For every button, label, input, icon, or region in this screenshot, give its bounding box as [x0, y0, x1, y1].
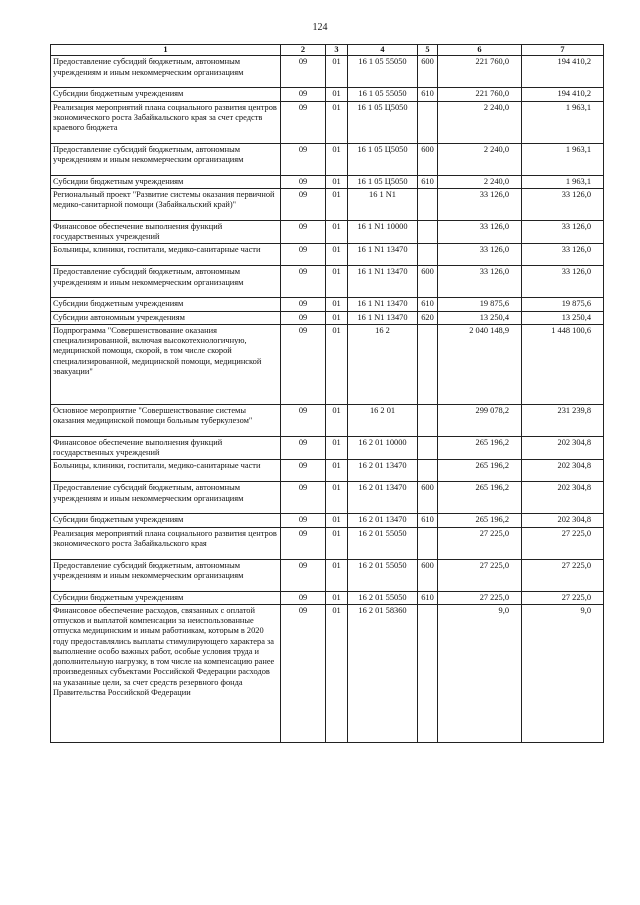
section-cell: 09 [281, 460, 326, 482]
amount-actual-cell: 13 250,4 [522, 311, 604, 324]
amount-actual-cell: 33 126,0 [522, 220, 604, 244]
expense-type-cell: 600 [418, 56, 438, 88]
table-row [51, 311, 604, 324]
amount-plan-cell: 33 126,0 [438, 188, 522, 220]
header-row [51, 45, 604, 56]
subsection-cell: 01 [326, 460, 348, 482]
row-name-cell: Субсидии бюджетным учреждениям [51, 514, 281, 527]
subsection-cell: 01 [326, 220, 348, 244]
budget-table [50, 44, 604, 743]
amount-actual-cell: 202 304,8 [522, 514, 604, 527]
expense-type-cell [418, 404, 438, 436]
column-header: 1 [51, 45, 281, 56]
subsection-cell: 01 [326, 604, 348, 742]
section-cell: 09 [281, 436, 326, 460]
column-header: 7 [522, 45, 604, 56]
target-code-cell: 16 2 01 10000 [348, 436, 418, 460]
target-code-cell: 16 1 05 55050 [348, 88, 418, 101]
row-name-cell: Больницы, клиники, госпитали, медико-санитарные части [51, 244, 281, 266]
amount-plan-cell: 13 250,4 [438, 311, 522, 324]
amount-plan-cell: 2 240,0 [438, 143, 522, 175]
section-cell: 09 [281, 56, 326, 88]
expense-type-cell [418, 324, 438, 404]
amount-actual-cell: 1 963,1 [522, 143, 604, 175]
section-cell: 09 [281, 604, 326, 742]
row-name-cell: Субсидии бюджетным учреждениям [51, 88, 281, 101]
subsection-cell: 01 [326, 404, 348, 436]
amount-actual-cell: 33 126,0 [522, 244, 604, 266]
amount-actual-cell: 1 963,1 [522, 175, 604, 188]
row-name-cell: Предоставление субсидий бюджетным, автономным учреждениям и иным некоммерческим организациям [51, 482, 281, 514]
table-row [51, 559, 604, 591]
column-header: 4 [348, 45, 418, 56]
table-row [51, 88, 604, 101]
row-name-cell: Больницы, клиники, госпитали, медико-санитарные части [51, 460, 281, 482]
subsection-cell: 01 [326, 514, 348, 527]
section-cell: 09 [281, 514, 326, 527]
section-cell: 09 [281, 88, 326, 101]
column-header: 3 [326, 45, 348, 56]
expense-type-cell [418, 604, 438, 742]
table-row [51, 298, 604, 311]
target-code-cell: 16 1 05 Ц5050 [348, 143, 418, 175]
target-code-cell: 16 1 05 Ц5050 [348, 175, 418, 188]
table-body [51, 56, 604, 743]
expense-type-cell [418, 436, 438, 460]
section-cell: 09 [281, 143, 326, 175]
amount-plan-cell: 27 225,0 [438, 591, 522, 604]
table-row [51, 482, 604, 514]
table-row [51, 460, 604, 482]
amount-actual-cell: 27 225,0 [522, 527, 604, 559]
subsection-cell: 01 [326, 482, 348, 514]
section-cell: 09 [281, 244, 326, 266]
amount-plan-cell: 2 240,0 [438, 175, 522, 188]
target-code-cell: 16 1 N1 13470 [348, 244, 418, 266]
section-cell: 09 [281, 311, 326, 324]
row-name-cell: Финансовое обеспечение выполнения функций государственных учреждений [51, 220, 281, 244]
amount-plan-cell: 221 760,0 [438, 56, 522, 88]
amount-plan-cell: 265 196,2 [438, 514, 522, 527]
row-name-cell: Предоставление субсидий бюджетным, автономным учреждениям и иным некоммерческим организациям [51, 143, 281, 175]
amount-actual-cell: 194 410,2 [522, 56, 604, 88]
table-row [51, 143, 604, 175]
target-code-cell: 16 1 N1 13470 [348, 298, 418, 311]
amount-plan-cell: 27 225,0 [438, 527, 522, 559]
target-code-cell: 16 1 05 55050 [348, 56, 418, 88]
subsection-cell: 01 [326, 324, 348, 404]
amount-actual-cell: 33 126,0 [522, 266, 604, 298]
subsection-cell: 01 [326, 436, 348, 460]
expense-type-cell [418, 527, 438, 559]
amount-plan-cell: 265 196,2 [438, 460, 522, 482]
table-row [51, 266, 604, 298]
target-code-cell: 16 1 05 Ц5050 [348, 101, 418, 143]
expense-type-cell: 610 [418, 298, 438, 311]
amount-plan-cell: 221 760,0 [438, 88, 522, 101]
row-name-cell: Региональный проект "Развитие системы оказания первичной медико-санитарной помощи (Забайкальский край)" [51, 188, 281, 220]
section-cell: 09 [281, 559, 326, 591]
target-code-cell: 16 2 [348, 324, 418, 404]
subsection-cell: 01 [326, 298, 348, 311]
amount-plan-cell: 9,0 [438, 604, 522, 742]
row-name-cell: Субсидии автономным учреждениям [51, 311, 281, 324]
target-code-cell: 16 2 01 55050 [348, 527, 418, 559]
expense-type-cell [418, 244, 438, 266]
row-name-cell: Подпрограмма "Совершенствование оказания специализированной, включая высокотехнологичную, медицинской помощи, скорой, в том числе скорой специализированной, медицинской помощи, медицинской эвакуации" [51, 324, 281, 404]
subsection-cell: 01 [326, 88, 348, 101]
subsection-cell: 01 [326, 591, 348, 604]
page-number: 124 [312, 22, 328, 33]
table-row [51, 101, 604, 143]
section-cell: 09 [281, 175, 326, 188]
target-code-cell: 16 2 01 58360 [348, 604, 418, 742]
target-code-cell: 16 2 01 13470 [348, 460, 418, 482]
table-row [51, 591, 604, 604]
subsection-cell: 01 [326, 188, 348, 220]
target-code-cell: 16 2 01 55050 [348, 591, 418, 604]
subsection-cell: 01 [326, 56, 348, 88]
amount-actual-cell: 231 239,8 [522, 404, 604, 436]
amount-plan-cell: 299 078,2 [438, 404, 522, 436]
amount-plan-cell: 2 240,0 [438, 101, 522, 143]
section-cell: 09 [281, 188, 326, 220]
section-cell: 09 [281, 298, 326, 311]
amount-plan-cell: 19 875,6 [438, 298, 522, 311]
amount-actual-cell: 27 225,0 [522, 559, 604, 591]
amount-plan-cell: 265 196,2 [438, 436, 522, 460]
row-name-cell: Финансовое обеспечение выполнения функций государственных учреждений [51, 436, 281, 460]
subsection-cell: 01 [326, 266, 348, 298]
table-row [51, 514, 604, 527]
table-row [51, 604, 604, 742]
column-header: 2 [281, 45, 326, 56]
section-cell: 09 [281, 404, 326, 436]
amount-plan-cell: 2 040 148,9 [438, 324, 522, 404]
amount-actual-cell: 202 304,8 [522, 436, 604, 460]
target-code-cell: 16 2 01 [348, 404, 418, 436]
subsection-cell: 01 [326, 244, 348, 266]
subsection-cell: 01 [326, 143, 348, 175]
amount-actual-cell: 1 963,1 [522, 101, 604, 143]
target-code-cell: 16 2 01 13470 [348, 514, 418, 527]
section-cell: 09 [281, 101, 326, 143]
subsection-cell: 01 [326, 559, 348, 591]
table-row [51, 404, 604, 436]
section-cell: 09 [281, 482, 326, 514]
expense-type-cell: 620 [418, 311, 438, 324]
table-row [51, 188, 604, 220]
subsection-cell: 01 [326, 101, 348, 143]
row-name-cell: Реализация мероприятий плана социального развития центров экономического роста Забайкальского края за счет средств краевого бюджета [51, 101, 281, 143]
row-name-cell: Реализация мероприятий плана социального развития центров экономического роста Забайкальского края [51, 527, 281, 559]
target-code-cell: 16 1 N1 13470 [348, 311, 418, 324]
column-header: 6 [438, 45, 522, 56]
section-cell: 09 [281, 324, 326, 404]
column-header: 5 [418, 45, 438, 56]
amount-plan-cell: 33 126,0 [438, 220, 522, 244]
expense-type-cell [418, 188, 438, 220]
expense-type-cell: 600 [418, 266, 438, 298]
section-cell: 09 [281, 220, 326, 244]
expense-type-cell [418, 460, 438, 482]
row-name-cell: Предоставление субсидий бюджетным, автономным учреждениям и иным некоммерческим организациям [51, 559, 281, 591]
amount-actual-cell: 33 126,0 [522, 188, 604, 220]
table-row [51, 56, 604, 88]
amount-plan-cell: 265 196,2 [438, 482, 522, 514]
expense-type-cell: 610 [418, 175, 438, 188]
expense-type-cell: 600 [418, 559, 438, 591]
amount-plan-cell: 33 126,0 [438, 266, 522, 298]
table-row [51, 244, 604, 266]
table-row [51, 175, 604, 188]
subsection-cell: 01 [326, 527, 348, 559]
row-name-cell: Субсидии бюджетным учреждениям [51, 175, 281, 188]
row-name-cell: Субсидии бюджетным учреждениям [51, 298, 281, 311]
amount-actual-cell: 194 410,2 [522, 88, 604, 101]
table-row [51, 436, 604, 460]
target-code-cell: 16 2 01 55050 [348, 559, 418, 591]
target-code-cell: 16 1 N1 [348, 188, 418, 220]
subsection-cell: 01 [326, 175, 348, 188]
target-code-cell: 16 1 N1 10000 [348, 220, 418, 244]
amount-plan-cell: 33 126,0 [438, 244, 522, 266]
row-name-cell: Основное мероприятие "Совершенствование системы оказания медицинской помощи больным туберкулезом" [51, 404, 281, 436]
expense-type-cell [418, 101, 438, 143]
section-cell: 09 [281, 266, 326, 298]
section-cell: 09 [281, 527, 326, 559]
target-code-cell: 16 2 01 13470 [348, 482, 418, 514]
table-row [51, 527, 604, 559]
row-name-cell: Финансовое обеспечение расходов, связанных с оплатой отпусков и выплатой компенсации за неиспользованные отпуска медицинским и иным работникам, которым в 2020 году предоставлялись выплаты стимулирующего характера за выполнение особо важных работ, особые условия труда и дополнительную нагрузку, в том числе на компенсацию ранее произведенных субъектами Российской Федерации расходов на указанные цели, за счет средств резервного фонда Правительства Российской Федерации [51, 604, 281, 742]
amount-actual-cell: 19 875,6 [522, 298, 604, 311]
amount-actual-cell: 27 225,0 [522, 591, 604, 604]
expense-type-cell [418, 220, 438, 244]
amount-actual-cell: 202 304,8 [522, 482, 604, 514]
expense-type-cell: 600 [418, 143, 438, 175]
amount-actual-cell: 9,0 [522, 604, 604, 742]
expense-type-cell: 610 [418, 88, 438, 101]
amount-actual-cell: 1 448 100,6 [522, 324, 604, 404]
amount-actual-cell: 202 304,8 [522, 460, 604, 482]
amount-plan-cell: 27 225,0 [438, 559, 522, 591]
section-cell: 09 [281, 591, 326, 604]
row-name-cell: Предоставление субсидий бюджетным, автономным учреждениям и иным некоммерческим организациям [51, 56, 281, 88]
subsection-cell: 01 [326, 311, 348, 324]
table-row [51, 324, 604, 404]
row-name-cell: Субсидии бюджетным учреждениям [51, 591, 281, 604]
table-row [51, 220, 604, 244]
target-code-cell: 16 1 N1 13470 [348, 266, 418, 298]
expense-type-cell: 610 [418, 514, 438, 527]
expense-type-cell: 600 [418, 482, 438, 514]
row-name-cell: Предоставление субсидий бюджетным, автономным учреждениям и иным некоммерческим организациям [51, 266, 281, 298]
expense-type-cell: 610 [418, 591, 438, 604]
